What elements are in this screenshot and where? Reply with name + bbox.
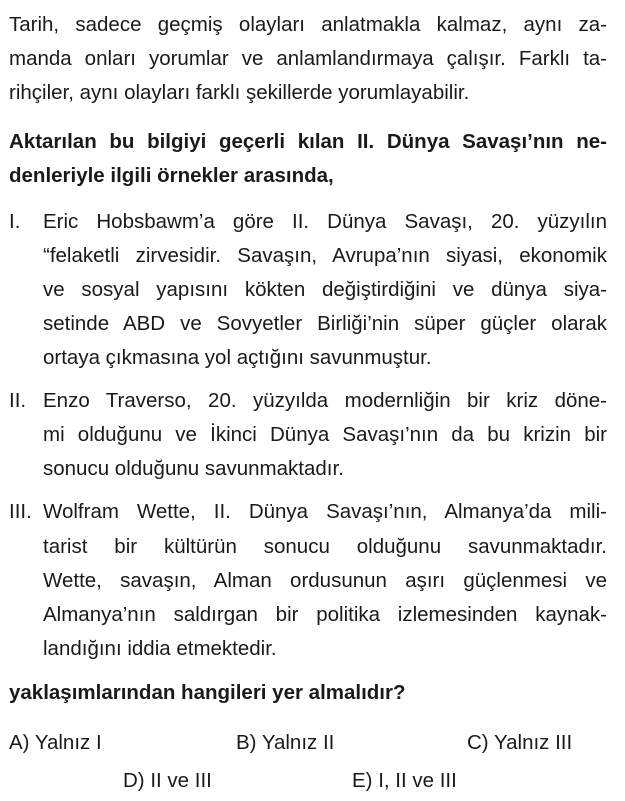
item-line: ve sosyal yapısını kökten değiştirdiğini ve dünya siya- (43, 278, 607, 301)
item-line: Almanya’nın saldırgan bir politika izlemesinden kaynak- (43, 603, 607, 626)
question-lead-line: Aktarılan bu bilgiyi geçerli kılan II. Dünya Savaşı’nın ne- (9, 130, 607, 153)
item-line: sonucu olduğunu savunmaktadır. (43, 457, 344, 480)
item-number: I. (9, 210, 21, 233)
item-number: III. (9, 500, 32, 523)
item-line: Eric Hobsbawm’a göre II. Dünya Savaşı, 20. yüzyılın (43, 210, 607, 233)
intro-line: manda onları yorumlar ve anlamlandırmaya çalışır. Farklı ta- (9, 47, 607, 70)
item-line: ortaya çıkmasına yol açtığını savunmuştur. (43, 346, 432, 369)
item-line: Wolfram Wette, II. Dünya Savaşı’nın, Almanya’da mili- (43, 500, 607, 523)
question-lead-line: denleriyle ilgili örnekler arasında, (9, 164, 334, 187)
choice-d[interactable]: D) II ve III (123, 769, 212, 792)
item-line: “felaketli zirvesidir. Savaşın, Avrupa’nın siyasi, ekonomik (43, 244, 607, 267)
intro-line: Tarih, sadece geçmiş olayları anlatmakla kalmaz, aynı za- (9, 13, 607, 36)
item-line: landığını iddia etmektedir. (43, 637, 277, 660)
choice-a[interactable]: A) Yalnız I (9, 731, 102, 754)
item-line: setinde ABD ve Sovyetler Birliği’nin süper güçler olarak (43, 312, 607, 335)
item-line: Wette, savaşın, Alman ordusunun aşırı güçlenmesi ve (43, 569, 607, 592)
item-number: II. (9, 389, 27, 412)
item-line: mi olduğunu ve İkinci Dünya Savaşı’nın da bu krizin bir (43, 423, 607, 446)
choice-c[interactable]: C) Yalnız III (467, 731, 573, 754)
item-line: tarist bir kültürün sonucu olduğunu savunmaktadır. (43, 535, 607, 558)
item-line: Enzo Traverso, 20. yüzyılda modernliğin bir kriz döne- (43, 389, 607, 412)
choice-b[interactable]: B) Yalnız II (236, 731, 335, 754)
choice-e[interactable]: E) I, II ve III (352, 769, 457, 792)
intro-line: rihçiler, aynı olayları farklı şekillerde yorumlayabilir. (9, 81, 470, 104)
question-end: yaklaşımlarından hangileri yer almalıdır? (9, 681, 406, 704)
